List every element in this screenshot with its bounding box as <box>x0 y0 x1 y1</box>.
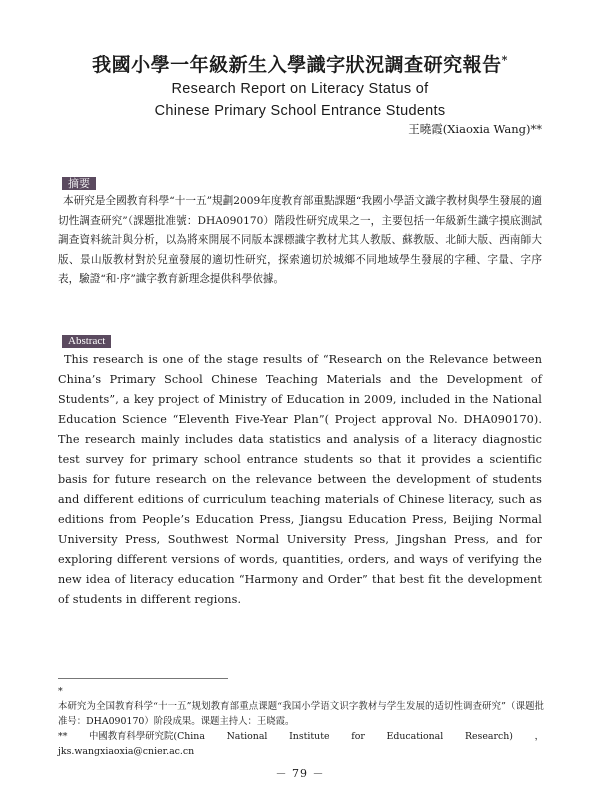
title-english <box>40 78 560 122</box>
footnote-2-part: 中國教育科學研究院(China <box>89 731 205 742</box>
title-chinese: 我國小學一年級新生入學識字狀況調查研究報告* <box>92 53 508 76</box>
footnote-2-mark: ** <box>58 731 68 742</box>
footnote-2-part: for <box>351 731 365 742</box>
footnote-2-email: jks.wangxiaoxia@cnier.ac.cn <box>58 746 195 757</box>
abstract-zh-label: 摘要 <box>62 177 96 190</box>
title-english-line-1: Research Report on Literacy Status of <box>171 81 429 97</box>
abstract-english: This research is one of the stage results of “Research on the Relevance between China’s Primary School Chinese Teaching Materials and the Development of Students”, a key project of Ministry of Education in 2009, included in the National Education Science “Eleventh Five-Year Plan”( Project approval No. DHA090170). The research mainly includes data statistics and analysis of a literacy diagnostic test survey for primary school entrance students so that it provides a scientific basis for future research on the relevance between the development of students and different editions of curriculum teaching materials of Chinese literacy, such as editions from People’s Education Press, Jiangsu Education Press, Beijing Normal University Press, Southwest Normal University Press, Jingshan Press, and for exploring different versions of words, quantities, orders, and ways of verifying the new idea of literacy education “Harmony and Order” that best fit the development of students in different regions. <box>58 353 542 606</box>
footnote-2-part: Institute <box>289 731 330 742</box>
page-number: － 79 － <box>275 767 325 780</box>
footnote-2-part: National <box>226 731 268 742</box>
footnote-rule <box>58 678 228 679</box>
author: 王曉霞(Xiaoxia Wang)** <box>408 122 542 136</box>
footnote-2 <box>58 729 544 759</box>
title-footnote-mark: * <box>501 53 508 67</box>
footnote-2-row <box>58 729 544 744</box>
footnote-2-part: ， <box>534 731 544 742</box>
footnote-2-part: Educational <box>386 731 444 742</box>
abstract-chinese: 本研究是全國教育科學“十一五”規劃2009年度教育部重點課題“我國小學語文識字教材與學生發展的適切性調查研究”（課題批准號：DHA090170）階段性研究成果之一，主要包括一年級新生識字摸底測試調查資料統計與分析，以為將來開展不同版本課標識字教材尤其人教版、蘇教版、北師大版、西南師大版、景山版教材對於兒童發展的適切性研究，探索適切於城鄉不同地域學生發展的字種、字量、字序表，驗證“和·序”識字教育新理念提供科學依據。 <box>58 195 542 286</box>
title-english-line-2: Chinese Primary School Entrance Students <box>154 103 446 119</box>
footnotes <box>58 684 544 759</box>
footnote-2-part: Research) <box>464 731 513 742</box>
footnote-star: * <box>58 686 63 697</box>
footnote-1: 本研究为全国教育科学“十一五”规划教育部重点课题“我国小学语文识字教材与学生发展的适切性调查研究”（课题批准号：DHA090170）阶段成果。课题主持人：王晓霞。 <box>58 701 544 727</box>
abstract-en-label: Abstract <box>62 335 111 348</box>
